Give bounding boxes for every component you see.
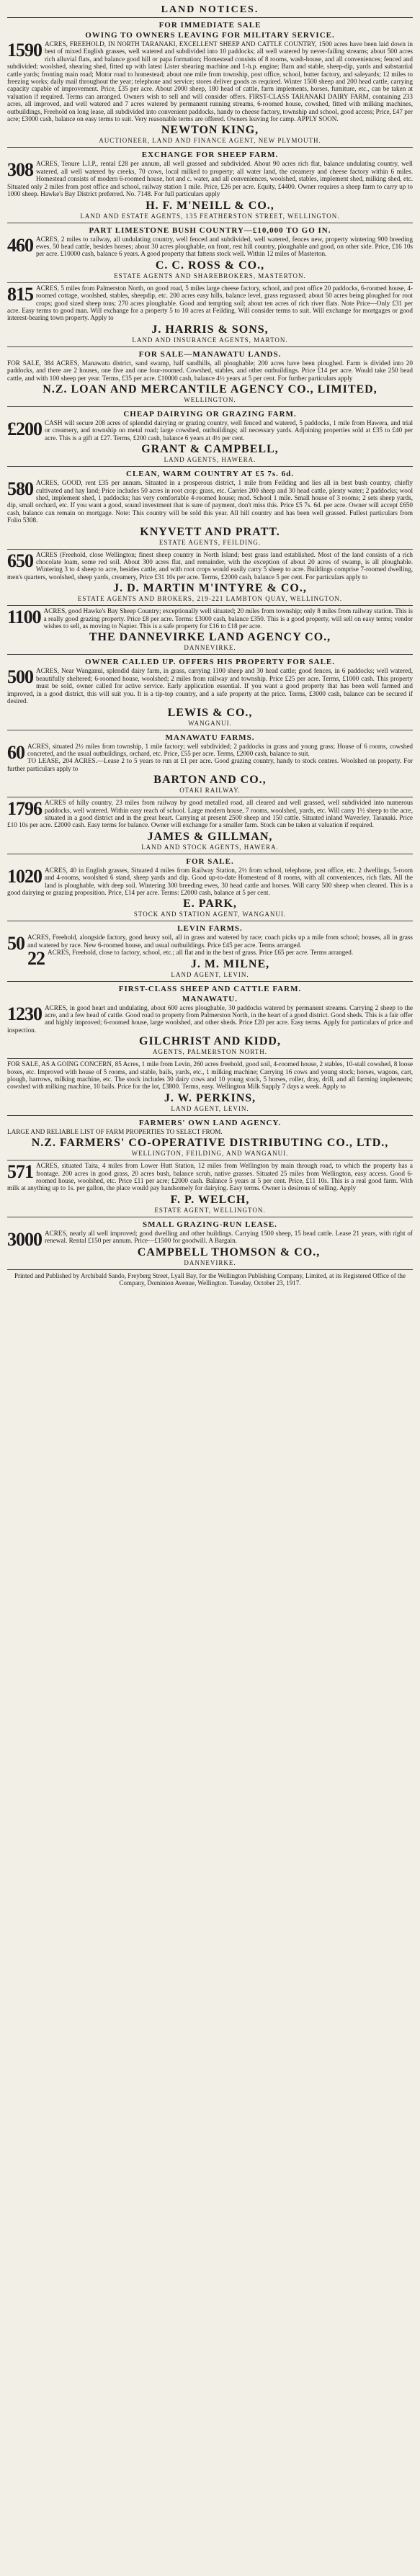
advertisement — [7, 921, 413, 981]
acreage-number: 1020 — [7, 865, 42, 887]
acreage-number: 580 — [7, 478, 33, 500]
advertiser-address: DANNEVIRKE. — [184, 644, 236, 652]
ad-subheading: FARMERS' OWN LAND AGENCY. — [138, 1118, 282, 1127]
advertiser-name: E. PARK, — [183, 898, 237, 911]
ad-body — [7, 479, 413, 524]
advertisement — [7, 467, 413, 549]
acreage-number: 500 — [7, 666, 33, 688]
acreage-number: 1100 — [7, 607, 41, 628]
ad-body — [7, 160, 413, 197]
ad-body — [7, 1228, 413, 1250]
advertiser-address: WANGANUI. — [188, 719, 232, 727]
advertisement — [7, 982, 413, 1060]
acreage-number: 460 — [7, 234, 33, 256]
advertiser-address: DANNEVIRKE. — [184, 1258, 236, 1266]
ad-body — [7, 667, 413, 705]
advertiser-name: H. F. M'NEILL & CO., — [146, 199, 274, 212]
advertiser-address: ESTATE AGENTS, FEILDING. — [158, 538, 262, 546]
ad-body — [7, 1004, 413, 1034]
advertiser-address: STOCK AND STATION AGENT, WANGANUI. — [133, 911, 287, 918]
advertisement — [7, 1059, 413, 1116]
ad-body-text: ACRES, FREEHOLD, IN NORTH TARANAKI, EXCELLENT SHEEP AND CATTLE COUNTRY, 1500 acres have been laid down in best of mixed English grasses, well watered and subdivided into 10 paddocks; all well watered by never-failing streams; about 500 acres rich alluvial flats, and balance good hill or papa formation; Homestead consists of 8 rooms, wash-house, and all conveniences; fenced and subdivided; woolshed, shearing shed, fitted up with latest Lister shearing machine and 1-h.p. engine; Barn and stable, sheep-dip, yards and substantial cattle yards; fronting main road; Motor road to homestead; about one mile from township, post office, school, butter factory, and saleyards; 12 miles to freezing works; daily mail throughout the year; telephone and service; stores deliver goods as required. Winter 1500 sheep and 200 head cattle, carrying capacity capable of improvement. Price, £35 per acre. About 2000 sheep, 180 head of cattle, farm implements, horses, furniture, etc., can be taken at valuation if required. Terms can arranged. Owners wish to sell and will consider offers. FIRST-CLASS TARANAKI DAIRY FARM, containing 233 acres, all improved, and well watered and 7 acres watered by permanent running streams, 6-roomed house, cowshed, fitted with milking machines, outbuildings, Freehold on long lease, all subdivided into convenient paddocks, handy to cheese factory, township and school, good access; Price, £47 per acre; £3000 cash, balance on easy terms to suit. Very reasonable terms are offered. Owners leaving for camp. APPLY SOON. — [7, 40, 413, 123]
advertisement — [7, 730, 413, 798]
ad-body — [7, 607, 413, 630]
ad-subheading-secondary: OWING TO OWNERS LEAVING FOR MILITARY SERVICE. — [85, 31, 335, 40]
advertiser-name: J. M. MILNE, — [190, 957, 270, 970]
ad-subheading: MANAWATU FARMS. — [165, 733, 255, 742]
newspaper-page — [7, 0, 413, 1289]
ad-body — [7, 1060, 413, 1091]
ad-body-text: ACRES, 5 miles from Palmerston North, on good road, 5 miles large cheese factory, school, and post office 20 paddocks, 6-roomed house, 4-roomed cottage, woolshed, stables, sheepdip, etc. 200 acres easy hills, balance level, grass regrassed; about 50 acres being ploughed for root crops; good sized sheep tons; 270 acres ploughable. Good and tempting soil; about ten acres of rich river flats. Note Price—Only £31 per acre. Easy terms to good man. Will exchange for a property 5 to 10 acres at Feilding. Will consider terms to suit. Will exchange for mortgages or good interest-bearing town property. Apply to — [7, 284, 413, 322]
advertiser-address: OTAKI RAILWAY. — [179, 787, 241, 795]
acreage-number: 1230 — [7, 1003, 42, 1024]
advertiser-name: J. HARRIS & SONS, — [151, 323, 269, 336]
ad-body-text: CASH will secure 208 acres of splendid dairying or grazing country, well fenced and watered, 5 paddocks, 1 mile from Hawera, and trial or creamery, and township on metal road; large cowshed, outbuildings; all necessary yards. Adjoining properties sold at £35 to £40 per acre. This is a gift at £27. Terms, £200 cash, balance 6 years at 4½ per cent. — [45, 419, 413, 442]
ad-body-secondary — [7, 757, 413, 772]
acreage-number: 308 — [7, 159, 33, 181]
advertiser-name: J. D. MARTIN M'INTYRE & CO., — [113, 582, 307, 595]
ad-body-secondary-text: TO LEASE, 204 ACRES.—Lease 2 to 5 years to run at £1 per acre. Good grazing country, handy to stock centres. Woolshed on property. For further particulars apply to — [7, 757, 413, 772]
advertiser-address: ESTATE AGENT, WELLINGTON. — [154, 1206, 266, 1214]
ad-body — [7, 359, 413, 382]
advertisement — [7, 1116, 413, 1160]
ad-body-text: ACRES, Near Wanganui, splendid dairy farm, in grass, carrying 1100 sheep and 30 head cattle; good fences, in 6 paddocks; well watered, beautifully sheltered; 6-roomed house, woolshed; 2 miles from railway and township. Price £25 per acre. Terms, £1000 cash. This property must be sold, owner called for active service. Early application essential. If you want a good property that has been well farmed and improved, in a good district, this will suit you. It is a tip-top country, and a safe property at the price. Terms, £3000 cash, balance can be secured if desired. — [7, 667, 413, 705]
advertiser-address: WELLINGTON. — [184, 395, 236, 403]
ad-body-text: ACRES, situated 2½ miles from township, 1 mile factory; well subdivided; 2 paddocks in grass and young grass; House of 6 rooms, cowshed concreted, and the usual outbuildings, orchard, etc. Price, £55 per acre. Terms, £2000 cash, balance to suit. — [27, 742, 413, 757]
advertiser-address: ESTATE AGENTS AND BROKERS, 219-221 LAMBTON QUAY, WELLINGTON. — [77, 595, 343, 603]
advertisement — [7, 1217, 413, 1270]
acreage-number: 571 — [7, 1161, 33, 1183]
advertiser-name: J. W. PERKINS, — [164, 1091, 256, 1104]
advertiser-name: JAMES & GILLMAN, — [147, 830, 273, 843]
advertiser-address: ESTATE AGENTS AND SHAREBROKERS, MASTERTON. — [114, 272, 306, 279]
ads-column — [7, 18, 413, 1270]
ad-subheading: LEVIN FARMS. — [177, 924, 243, 934]
advertiser-name: C. C. ROSS & CO., — [155, 259, 265, 272]
ad-body-text: ACRES, Freehold, alongside factory, good heavy soil, all in grass and watered by race; coach picks up a mile from school; houses, all in grass and watered by race. New 6-roomed house, and usual outbuildings. Price £45 per acre. Terms arranged. — [27, 934, 413, 949]
advertiser-address: LAND AND ESTATE AGENTS, 135 FEATHERSTON STREET, WELLINGTON. — [80, 212, 340, 220]
acreage-number-secondary: 22 — [27, 948, 45, 970]
ad-body-text: ACRES of hilly country, 23 miles from railway by good metalled road, all cleared and well grassed, well subdivided into numerous paddocks, well watered. Within easy reach of school. Large modern house, 7 rooms, woolshed, yards, etc. Will carry 1½ sheep to the acre, situated in a good district and in the great heart. Carrying at present 2500 sheep and 150 cattle. Situated inland Waverley, Taranaki. Price £10 10s per acre. £2000 cash. Easy terms for balance. Owner will exchange for a smaller farm. Stock can be taken at valuation if required. — [7, 799, 413, 829]
acreage-number: 50 — [7, 933, 24, 954]
ad-body — [7, 867, 413, 897]
advertisement — [7, 1160, 413, 1217]
acreage-number: 3000 — [7, 1228, 42, 1250]
ad-body-text: FOR SALE, 384 ACRES, Manawatu district, sand swamp, half sandhills, all ploughable; 200 acres have been ploughed. Farm is divided into 20 paddocks, and there are 2 houses, one five and one four-roomed. Cowshed, stables, and other outbuildings. Price £14 per acre. Would take 250 head cattle, and with 100 sheep per year. Terms, £35 per acre. £10000 cash, balance 4½ years at 5 per cent. For further particulars apply — [7, 359, 413, 382]
advertiser-address: LAND AGENT, LEVIN. — [171, 970, 249, 978]
advertisement — [7, 655, 413, 730]
ad-body — [7, 1128, 413, 1135]
advertisement — [7, 550, 413, 607]
advertiser-address: LAND AGENTS, HAWERA. — [164, 456, 256, 464]
ad-subheading: OWNER CALLED UP. OFFERS HIS PROPERTY FOR SALE. — [84, 658, 336, 667]
advertisement — [7, 148, 413, 223]
ad-subheading: FOR IMMEDIATE SALE — [158, 21, 262, 30]
ad-body-text: LARGE AND RELIABLE LIST OF FARM PROPERTIES TO SELECT FROM. — [7, 1127, 223, 1135]
advertiser-address: AGENTS, PALMERSTON NORTH. — [153, 1048, 267, 1056]
ad-body-text: ACRES, GOOD, rent £35 per annum. Situated in a prosperous district, 1 mile from Feilding and lies all in best bush country, chiefly cultivated and hay land; Price includes 50 acres in root crop; grass, etc. Carries 200 sheep and 30 head cattle, plenty water; 2 paddocks; wool shed, implement shed, 1 paddocks; has very comfortable 4-roomed house; mod. School 1 mile. Small house of 3 rooms; 2 sets sheep yards, dip, small orchard, etc. If you want a good, sound investment that is sure of payment, don't miss this. Price £5 7s. 6d. per acre. Owner will accept £650 cash, balance can remain on mortgage. Note: This country will be sold this year. All hill country and has been well grassed. Fullest particulars from Folio 5308. — [7, 479, 413, 524]
advertiser-name: BARTON AND CO., — [153, 774, 267, 787]
advertisement — [7, 18, 413, 148]
advertiser-name: F. P. WELCH, — [170, 1193, 250, 1206]
advertiser-address: AUCTIONEER, LAND AND FINANCE AGENT, NEW PLYMOUTH. — [99, 137, 321, 145]
advertiser-name: LEWIS & CO., — [167, 706, 253, 719]
ad-body-text: ACRES, good Hawke's Bay Sheep Country; exceptionally well situated; 20 miles from township; only 8 miles from railway station. This is a really good grazing property. Price £8 per acre. Terms: £3000 cash, balance £350. This is a good property, will sell on easy terms; vendor wishes to sell, as moving to Napier. This is a safe property for £16 to £18 per acre. — [43, 607, 413, 630]
advertiser-name: KNYVETT AND PRATT. — [140, 525, 280, 538]
ad-subheading: PART LIMESTONE BUSH COUNTRY—£10,000 TO GO IN. — [89, 225, 331, 235]
ad-subheading: CHEAP DAIRYING OR GRAZING FARM. — [123, 409, 297, 419]
ad-body-secondary-text: ACRES, Freehold, close to factory, school, etc.; all flat and in the best of grass. Price £65 per acre. Terms arranged. — [48, 949, 354, 957]
ad-subheading-secondary: MANAWATU. — [182, 994, 238, 1003]
advertiser-name: CAMPBELL THOMSON & CO., — [137, 1245, 321, 1258]
advertisement — [7, 407, 413, 467]
section-header: LAND NOTICES. — [7, 3, 413, 18]
ad-body — [7, 40, 413, 122]
ad-subheading: FIRST-CLASS SHEEP AND CATTLE FARM. — [118, 984, 302, 993]
advertisement — [7, 347, 413, 407]
advertiser-name: GILCHRIST AND KIDD, — [139, 1035, 281, 1048]
ad-body-text: ACRES, situated Taita, 4 miles from Lower Hutt Station, 12 miles from Wellington by main through road, to which the property has a frontage. 200 acres in good grass, 20 acres bush, balance scrub, native grasses. Situated 25 miles from Wellington, easy access. Good 6-roomed house, woolshed, etc. Price £11 per acre; £2000 cash. Balance 5 years at 5 per cent. Price, £11 10s. This is a real good farm. With milk at anything up to 1s. per gallon, the place would pay handsomely for dairying. Easy terms. Owner is desirous of selling. Apply — [7, 1162, 413, 1192]
printer-footer — [7, 1270, 413, 1289]
advertiser-address: WELLINGTON, FEILDING, AND WANGANUI. — [131, 1150, 289, 1158]
ad-body — [7, 741, 413, 763]
ad-body — [7, 236, 413, 258]
advertisement — [7, 797, 413, 854]
advertiser-address: LAND AGENT, LEVIN. — [171, 1104, 249, 1112]
ad-subheading: CLEAN, WARM COUNTRY AT £5 7s. 6d. — [126, 470, 294, 479]
ad-subheading: EXCHANGE FOR SHEEP FARM. — [141, 151, 279, 160]
ad-body — [7, 1162, 413, 1192]
advertiser-name: N.Z. FARMERS' CO-OPERATIVE DISTRIBUTING CO., LTD., — [31, 1137, 389, 1150]
advertiser-name: GRANT & CAMPBELL, — [141, 443, 279, 456]
ad-body-text: ACRES, nearly all well improved; good dwelling and other buildings. Carrying 1500 sheep, 15 head cattle. Lease 21 years, with right of renewal. Rental £150 per annum. Price—£1500 for goodwill. A Bargain. — [45, 1229, 413, 1245]
ad-body — [7, 551, 413, 581]
ad-body — [7, 285, 413, 322]
ad-body-text: ACRES (Freehold, close Wellington; finest sheep country in North Island; best grass land established. Most of the land consists of a rich chocolate loam, some red soil. About 300 acres flat, and remainder, with the exception of about 20 acres of swamp, is all ploughable. Wintering 3 to 4 sheep to acre, besides cattle, and with root crops would easily carry 5 sheep to acre. Buildings comprise 7-roomed dwelling, men's quarters, woolshed, sheep yards, creamery, Price £31 10s per acre. Terms, £2000 cash, balance 5 per cent. For particulars apply to — [7, 550, 413, 581]
advertisement — [7, 606, 413, 655]
advertiser-name: N.Z. LOAN AND MERCANTILE AGENCY CO., LIMITED, — [43, 383, 377, 395]
ad-subheading: FOR SALE. — [186, 857, 234, 866]
ad-subheading: SMALL GRAZING-RUN LEASE. — [143, 1220, 277, 1229]
advertisement — [7, 223, 413, 283]
advertisement — [7, 854, 413, 922]
ad-subheading: FOR SALE—MANAWATU LANDS. — [138, 349, 282, 359]
advertiser-name: THE DANNEVIRKE LAND AGENCY CO., — [89, 631, 331, 644]
ad-body — [7, 799, 413, 829]
acreage-number: 60 — [7, 741, 24, 763]
advertiser-address: LAND AND INSURANCE AGENTS, MARTON. — [132, 336, 288, 344]
ad-body-text: ACRES, Tenure L.I.P., rental £28 per annum, all well grassed and subdivided. About 90 acres rich flat, balance undulating country, well watered, all well watered by creeks, 70 cows, local milked to property; all water land, the creamery and cheese factory within 6 miles. Homestead consists of modern 6-roomed house, hot and c. water, and all conveniences, woolshed, stables, implement shed, milking shed, etc. Situated only 2 miles from post office and school, railway station 1 mile. Price, £26 per acre. Equity, £4400. Owner requires a sheep farm to carry up to 1000 sheep. Hawke's Bay District preferred. No. 7148. For full particulars apply — [7, 160, 413, 198]
ad-body-text: ACRES, 40 in English grasses, Situated 4 miles from Railway Station, 2½ from school, telephone, post office, etc. 2 dwellings, 5-room and 4-rooms, woolshed 6 stand, sheep yards and dip. Good up-to-date Homestead of 8 rooms, with all conveniences, rich flats. All the land is ploughable, with deep soil. Wintering 300 breeding ewes, 30 head cattle and horses. Will carry 500 sheep when cleared. This is a good dairying or grazing proposition. Price, £14 per acre. Terms: £2000 cash, balance at 5 per cent. — [7, 866, 413, 896]
acreage-number: 1796 — [7, 798, 42, 820]
ad-body-text: ACRES, 2 miles to railway, all undulating country, well fenced and subdivided, well watered, fences new, property wintering 900 breeding ewes, 50 head cattle, besides horses; about 30 acres ploughable, on front, rest hill country, ploughable and good, on other side. Price, £16 10s per acre. £10000 cash, balance 6 years. A good property that fattens stock well. Within 12 miles of Masterton. — [36, 235, 413, 258]
ad-body-text: ACRES, in good heart and undulating, about 600 acres ploughable, 30 paddocks watered by permanent streams. Carrying 2 sheep to the acre, and a few head of cattle. Good road to property from Palmerston North, in the heart of a good district. Good sheds. This is a fair offer and highly improved; 6-roomed house, large woolshed, and other sheds. Price £20 per acre. Easy terms. Apply for particulars of price and inspection. — [7, 1003, 413, 1034]
acreage-number: 1590 — [7, 40, 42, 61]
ad-body-text: FOR SALE, AS A GOING CONCERN, 85 Acres, 1 mile from Levin, 260 acres freehold, good soil, 4-roomed house, 2 stables, 10-stall cowshed, 8 loose boxes, etc. Improved with house of 5 rooms, and stable, bails, yards, etc., 1 milking machine; Carrying 16 cows and young stock; horses, wagons, cart, plough, harrows, milking machine, etc. The stock includes 30 dairy cows and 10 young stock, 5 horses, roller, dray, drill, and all farming implements; cowshed with milking machine, 10 bails. Price for the lot, £3800. Terms, easy. Wellington Milk Supply 7 days a week. Apply to — [7, 1060, 413, 1091]
advertiser-name: NEWTON KING, — [161, 124, 259, 137]
advertiser-address: LAND AND STOCK AGENTS, HAWERA. — [141, 843, 279, 851]
acreage-number: £200 — [7, 418, 42, 439]
ad-body — [7, 419, 413, 442]
advertisement — [7, 283, 413, 347]
acreage-number: 650 — [7, 550, 33, 571]
acreage-number: 815 — [7, 283, 33, 305]
footer-text: Printed and Published by Archibald Sando, Freyberg Street, Lyall Bay, for the Wellington Publishing Company, Limited, at its Registered Office of the Company, Dominion Avenue, Wellington. Tuesday, October 23, 1917. — [14, 1271, 406, 1287]
